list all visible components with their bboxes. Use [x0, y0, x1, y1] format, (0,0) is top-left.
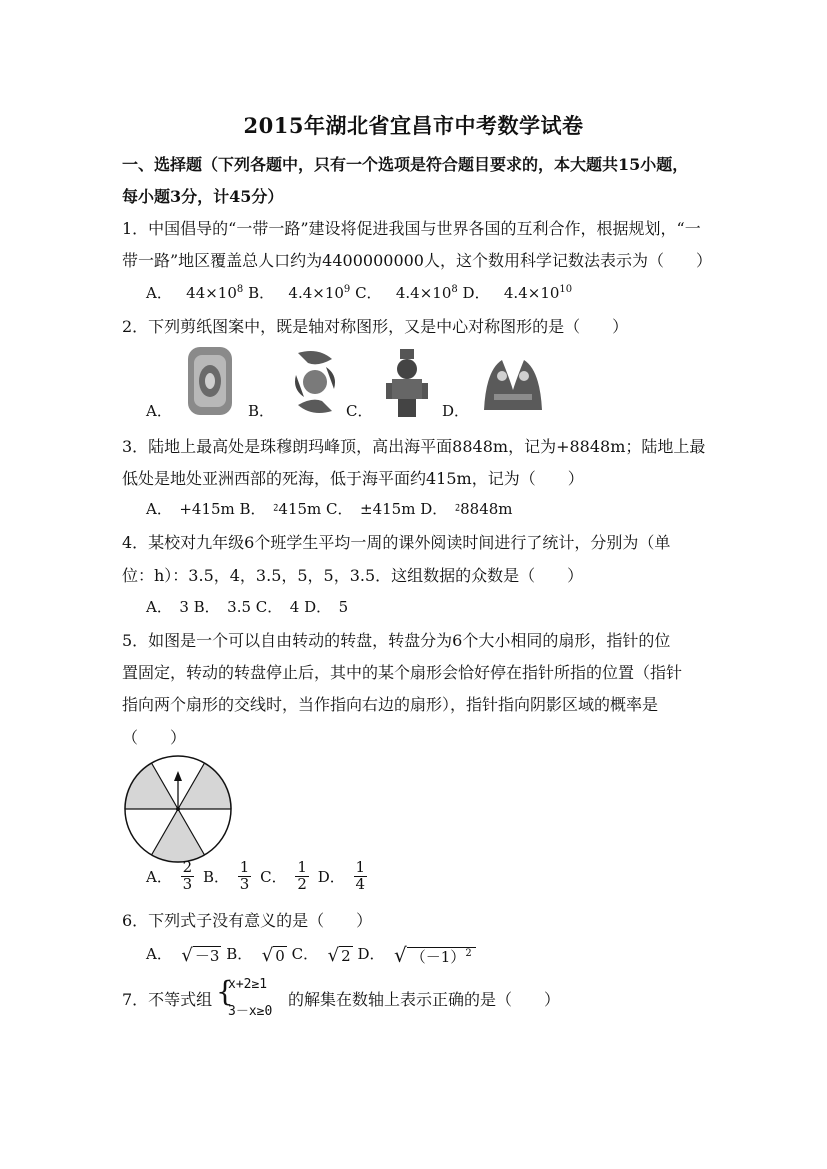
page-title: 2015年湖北省宜昌市中考数学试卷: [243, 113, 584, 138]
q5-line2: 置固定，转动的转盘停止后，其中的某个扇形会恰好停在指针所指的位置（指针: [122, 663, 683, 682]
q1-line1: 1．中国倡导的“一带一路”建设将促进我国与世界各国的互利合作，根据规划，“一: [122, 219, 701, 238]
section-header-line2: 每小题3分，计45分）: [122, 187, 284, 206]
q5-option-b-label: B．: [202, 867, 229, 886]
q1-line2: 带一路”地区覆盖总人口约为4400000000人，这个数用科学记数法表示为（ ）: [122, 251, 712, 270]
q5-option-a-label: A．: [146, 867, 172, 886]
spinner-figure: [124, 755, 232, 863]
q6-line1: 6．下列式子没有意义的是（ ）: [122, 911, 373, 930]
q4-options: A． 3 B． 3.5 C． 4 D． 5: [146, 598, 349, 616]
q5-option-d-fraction: $\frac{1}{4}$: [355, 858, 366, 893]
q6-option-a-label: A．: [146, 945, 172, 963]
section-header-line1: 一、选择题（下列各题中，只有一个选项是符合题目要求的，本大题共15小题，: [122, 155, 689, 174]
q1-option-b: $4.4\times 10^9$: [288, 284, 351, 302]
q3-line2: 低处是地处亚洲西部的死海，低于海平面约415m，记为（ ）: [122, 469, 584, 488]
q1-option-c-label: C．: [355, 284, 382, 302]
q7-brace: {: [216, 975, 234, 1008]
q7-inequality-2: 3－x≥0: [228, 1004, 273, 1019]
q1-option-c: $4.4\times 10^8$: [395, 284, 458, 302]
q6-option-a-sqrt: √ －3: [181, 944, 220, 966]
q4-line1: 4．某校对九年级6个班学生平均一周的课外阅读时间进行了统计，分别为（单: [122, 533, 671, 552]
papercut-image-b: [288, 345, 342, 419]
q6-option-b-label: B．: [226, 945, 253, 963]
q5-option-a-fraction: $\frac{2}{3}$: [182, 858, 193, 893]
q2-label-c: C．: [346, 402, 373, 420]
q5-option-b-fraction: $\frac{1}{3}$: [239, 858, 250, 893]
q6-option-d-sqrt: √ $(-1)^2$: [394, 943, 476, 967]
q6-option-c-sqrt: √ 2: [327, 944, 351, 966]
q6-option-c-label: C．: [291, 945, 319, 963]
q6-option-d-label: D．: [357, 945, 385, 963]
q7-suffix: 的解集在数轴上表示正确的是（ ）: [288, 990, 561, 1009]
q6-option-b-sqrt: √ 0: [261, 944, 285, 966]
q2-label-d: D．: [442, 402, 470, 420]
q5-option-c-label: C．: [260, 867, 287, 886]
q5-line4: （ ）: [122, 728, 187, 747]
q7-inequality-1: x+2≥1: [228, 977, 268, 992]
q1-option-d: $4.4\times 10^{10}$: [503, 284, 573, 302]
q5-line1: 5．如图是一个可以自由转动的转盘，转盘分为6个大小相同的扇形，指针的位: [122, 631, 671, 650]
q5-option-c-fraction: $\frac{1}{2}$: [297, 858, 307, 893]
papercut-image-c: [382, 343, 432, 421]
q5-options: [146, 860, 371, 893]
q3-line1: 3．陆地上最高处是珠穆朗玛峰顶，高出海平面8848m，记为+8848m；陆地上最: [122, 437, 706, 456]
q4-line2: 位：h）：3.5，4，3.5，5，5，3.5．这组数据的众数是（ ）: [122, 566, 584, 585]
q7-prefix: 7．不等式组: [122, 990, 213, 1009]
q5-line3: 指向两个扇形的交线时，当作指向右边的扇形），指针指向阴影区域的概率是: [122, 695, 659, 714]
q1-option-d-label: D．: [462, 284, 490, 302]
q2-label-a: A．: [146, 402, 172, 420]
q1-options: [146, 282, 572, 303]
papercut-image-d: [480, 350, 546, 414]
q5-option-d-label: D．: [317, 867, 345, 886]
q1-option-a: $44\times 10^8$: [186, 284, 244, 302]
q2-label-b: B．: [248, 402, 275, 420]
q2-line1: 2．下列剪纸图案中，既是轴对称图形，又是中心对称图形的是（ ）: [122, 317, 629, 336]
q1-option-a-label: A．: [146, 284, 172, 302]
papercut-image-a: [182, 343, 238, 419]
q1-option-b-label: B．: [248, 284, 275, 302]
q6-options: [146, 943, 476, 967]
q3-options: A． +415m B． ⁲415m C． ±415m D． ⁲8848m: [146, 500, 513, 518]
